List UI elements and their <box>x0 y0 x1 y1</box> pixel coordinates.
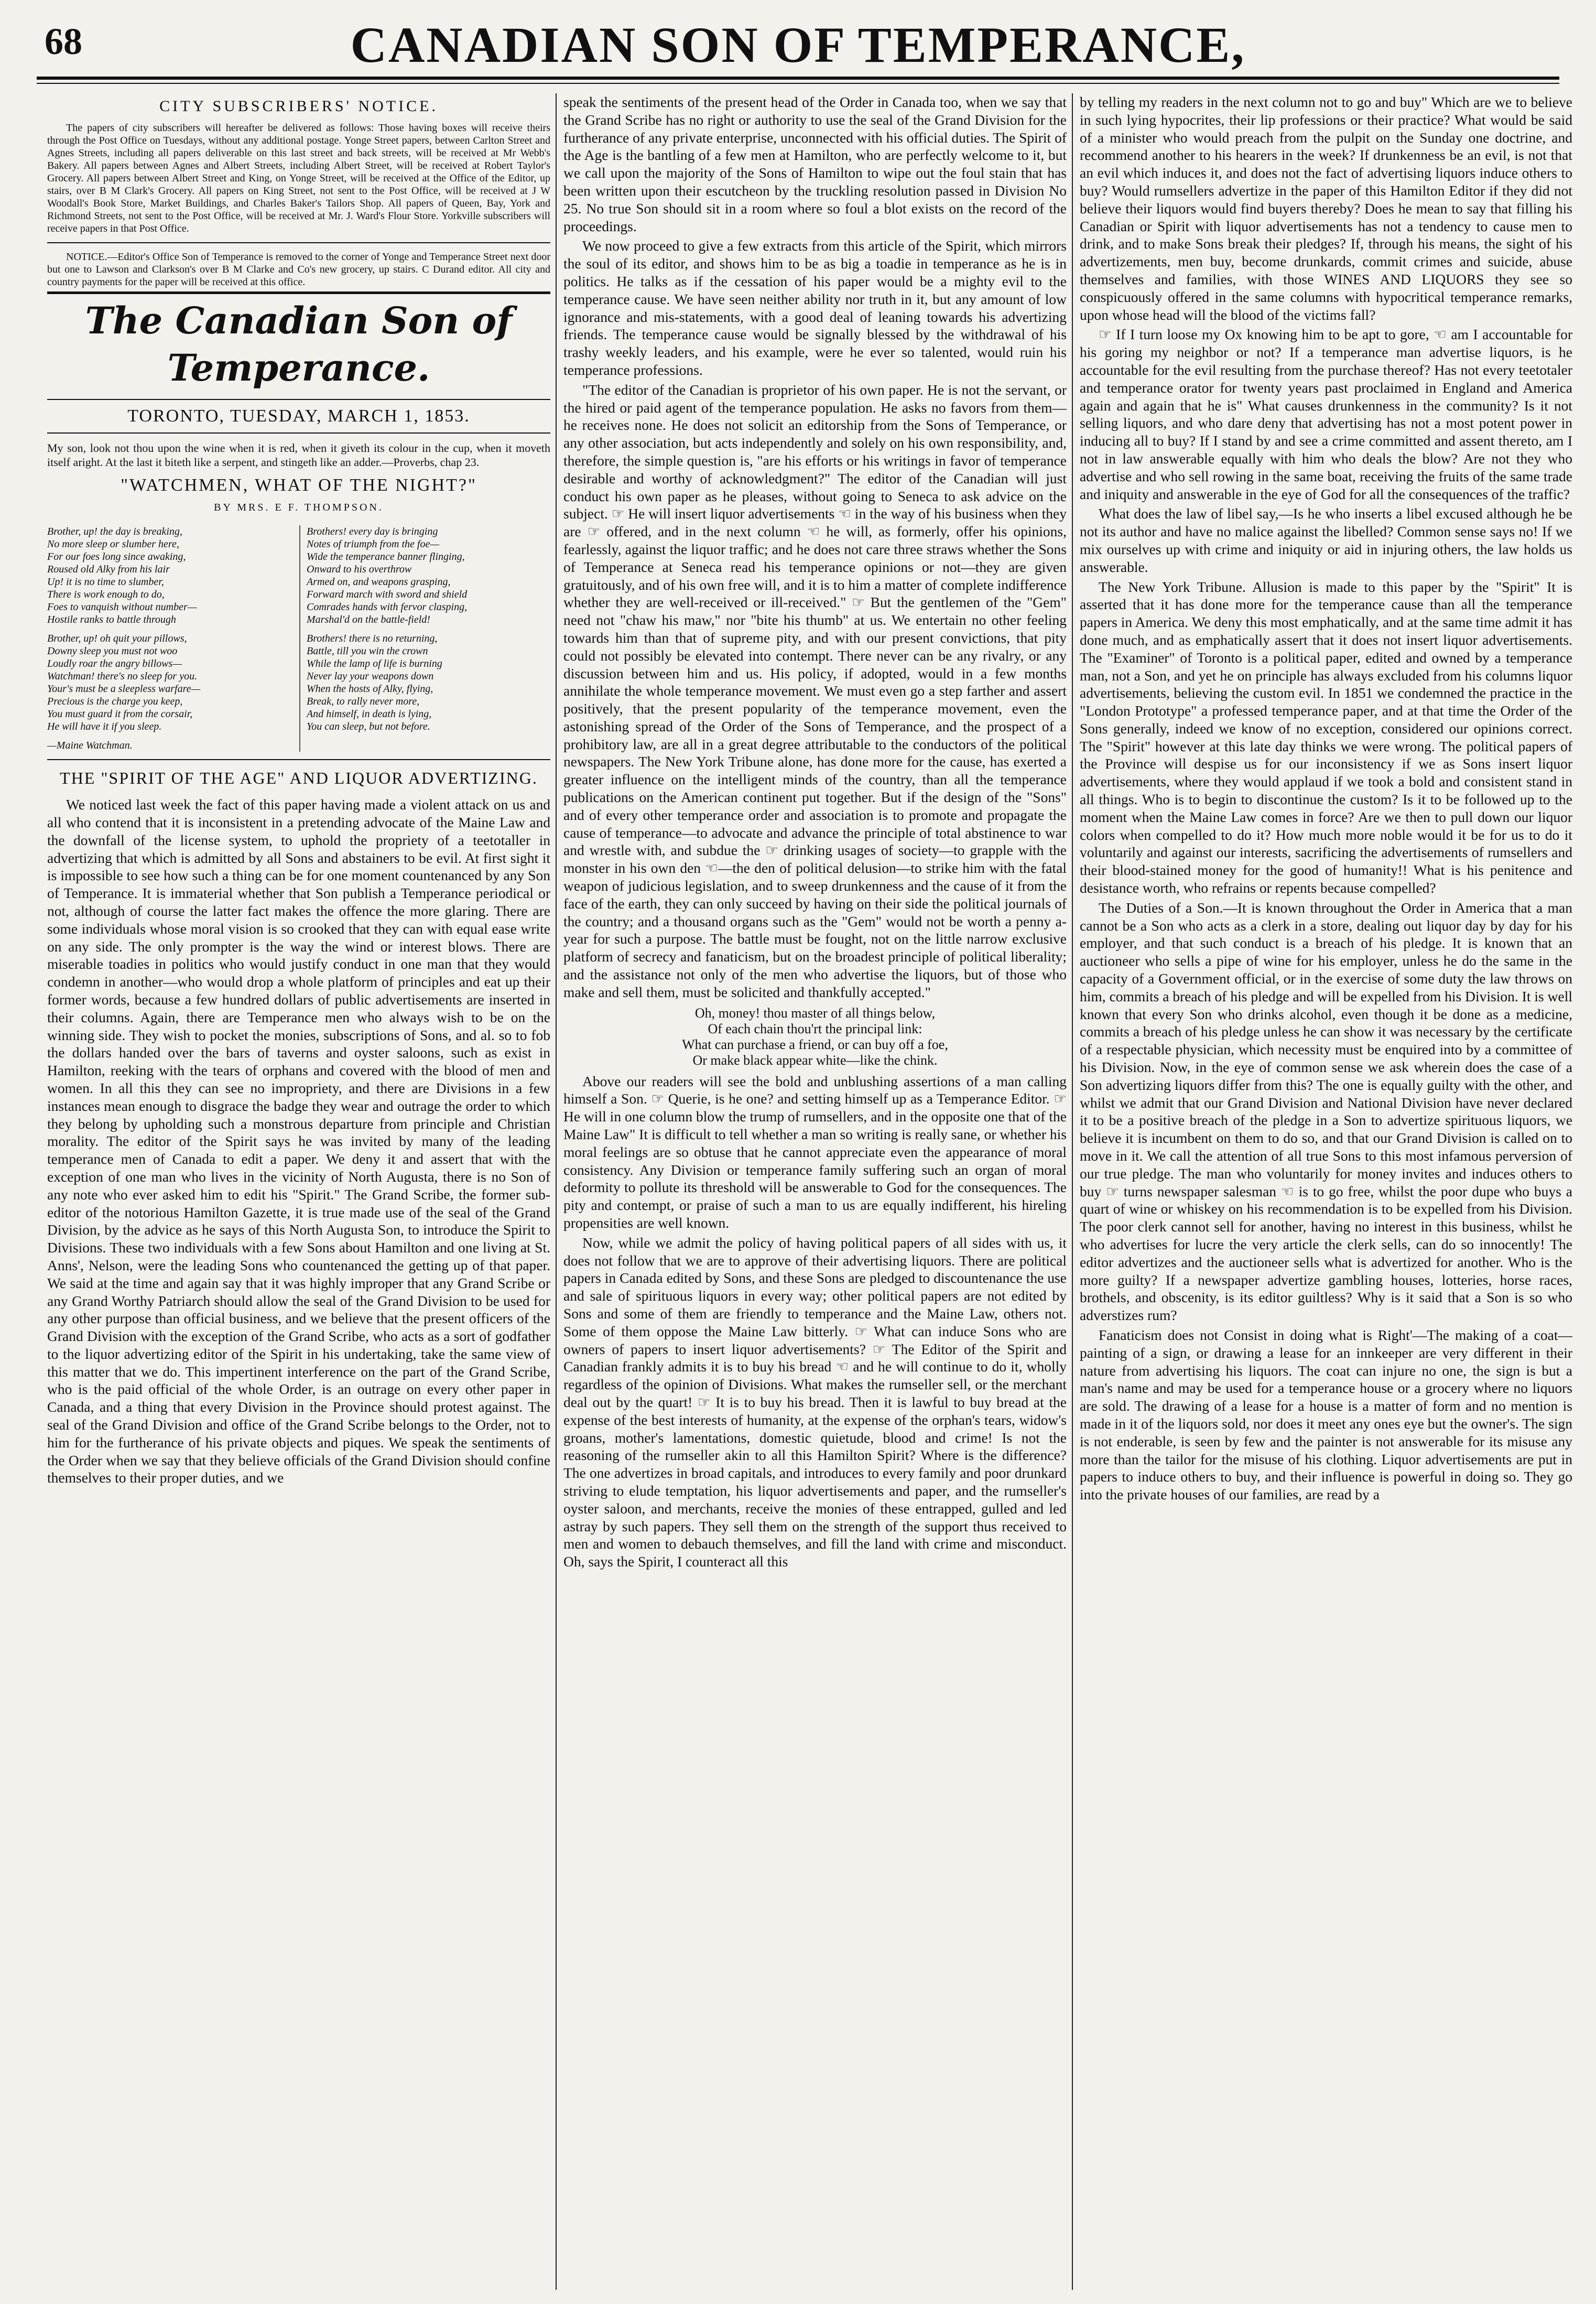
column-1 <box>47 93 550 2290</box>
column-2 <box>563 93 1067 2290</box>
column-3 <box>1080 93 1572 2290</box>
poem-left <box>47 525 291 752</box>
notice-title: CITY SUBSCRIBERS' NOTICE. <box>159 98 438 115</box>
paragraph: The Duties of a Son.—It is known throughout the Order in America that a man cannot be a Son who acts as a clerk in a store, dealing out liquor day by day for his employer, and that such conduct is a breach of his pledge. It is known that an auctioneer who sells a pipe of wine for his employer, unless he do the same in the capacity of a Government official, or in the exercise of some duty the law throws on him, commits a breach of his pledge and will be expelled from his Division. It is well known that every Son who drinks alcohol, even though it be done as a medicine, commits a breach of his pledge unless he can show it was necessary by the certificate of a respectable physician, which necessity must be enquired into by a committee of his Division. Now, in the eye of common sense we ask wherein does the case of a Son advertizing liquors differ from this? The one is equally guilty with the other, and whilst we admit that our Grand Division and National Division have never declared it to be a positive breach of the pledge in a Son to advertize spirituous liquors, we believe it is incumbent on them to do so, and that our Grand Division is called on to move in it. We call the attention of all true Sons to this most infamous perversion of our true pledge. The man who voluntarily for money invites and induces others to buy ☞ turns newspaper salesman ☜ is to go free, whilst the poor dupe who buys a quart of wine or whiskey on his recommendation is to be expelled from his Division. The poor clerk cannot sell for another, having no interest in this business, whilst he who advertises for lucre the very article the clerk sells, can do so innocently! The editor advertizes and the auctioneer sells what is advertized for another. Who is the more guilty? If a newspaper advertize gambling houses, lotteries, horse races, brothels, and obscenity, is its editor guiltless? Why is it said that a Son is so who adverstizes rum? <box>1080 899 1572 1324</box>
divider <box>47 291 550 294</box>
stanza: Brother, up! the day is breaking, No more sleep or slumber here, For our foes long since awaking, Roused old Alky from his lair Up! it is no time to slumber, There is work enough to do, Foes to vanquish without number— Hostile ranks to battle through <box>47 526 197 626</box>
running-head <box>16 9 1580 72</box>
page-number: 68 <box>45 20 82 62</box>
poem-signature: —Maine Watchman. <box>47 740 133 752</box>
paragraph: The New York Tribune. Allusion is made to this paper by the "Spirit" It is asserted that it has done more for the temperance cause than all the temperance papers in America. We deny this most emphatically, and at the same time admit it has done much, and as emphatically assert that it does not insert liquor advertisements. The "Examiner" of Toronto is a political paper, edited and owned by a temperance man, not a Son, and yet he on principle has always excluded from his columns liquor advertisements, believing the custom evil. In 1851 we condemned the practice in the "London Prototype" a professed temperance paper, and at that time the Order of the Sons generally, indeed we know of no exception, considered our opinions correct. The "Spirit" however at this late day thinks we were wrong. The political papers of the Province will despise us for our inconsistency if we as Sons insert liquor advertisements, where they would applaud if we took a bold and consistent stand in all things. Who is to begin to discontinue the custom? Is it to be followed up to the moment when the Maine Law comes in force? Are we then to pull down our liquor colors when compelled to do it? How much more noble would it be for us to do it voluntarily and against our interests, sacrificing the advertisements of rumsellers and their blood-stained money for the good of humanity!! What is his penitence and desistance worth, who refrains or repents because compelled? <box>1080 578 1572 896</box>
poem <box>47 525 550 752</box>
paragraph: speak the sentiments of the present head of the Order in Canada too, when we say that the Grand Scribe has no right or authority to use the seal of the Grand Division for the furtherance of any private enterprise, unconnected with his official duties. The Spirit of the Age is the bantling of a few men at Hamilton, who are perfectly welcome to it, but we call upon the majority of the Sons of Hamilton to wipe out the foul stain that has been written upon their escutcheon by the truckling resolution passed in Division No 25. No true Son should sit in a room where so foul a blot exists on the record of the proceedings. <box>563 94 1067 234</box>
epigraph: My son, look not thou upon the wine when it is red, when it giveth its colour in the cup, when it moveth itself aright. At the last it biteth like a serpent, and stingeth like an adder.—Proverbs, chap 23. <box>47 441 550 469</box>
masthead: The Canadian Son of Temperance. <box>85 298 513 390</box>
newspaper-page <box>16 9 1580 2295</box>
stanza: Brothers! there is no returning, Battle, till you win the crown While the lamp of life is burning Never lay your weapons down When the hosts of Alky, flying, Break, to rally never more, And himself, in death is lying, You can sleep, but not before. <box>307 633 442 733</box>
paragraph: We now proceed to give a few extracts from this article of the Spirit, which mirrors the soul of its editor, and shows him to be as big a toadie in temperance as he is in politics. He talks as if the cessation of his paper would be a mighty evil to the temperance cause. We have seen neither ability nor truth in it, but any amount of low ignorance and mis-statements, with a good deal of leaning towards his advertizing friends. The temperance cause would be signally blessed by the withdrawal of his trashy weekly leaders, and his example, were he ever so talented, would ruin his temperance professions. <box>563 237 1067 378</box>
notice-body: The papers of city subscribers will hereafter be delivered as follows: Those having boxes will receive theirs through the Post Office on Tuesdays, without any additional postage. Yonge Street papers, between Carlton Street and Agnes Streets, including all papers deliverable on this last street and back streets, will be received at Mr Webb's Bakery. All papers between Agnes and Albert Streets, including Albert Street, will be received at Robert Taylor's Grocery. All papers between Albert Street and King, on Yonge Street, will be received at the Office of the Editor, up stairs, over B M Clark's Grocery. All papers on King Street, not sent to the Post Office, will be received at J W Woodall's Book Store, Market Buildings, and Charles Baker's Tailors Shop. All papers of Queen, Bay, York and Richmond Streets, not sent to the Post Office, will be received at Mr. J. Ward's Flour Store. Yorkville subscribers will receive papers in that Post Office. <box>47 122 550 234</box>
poem-byline: BY MRS. E F. THOMPSON. <box>214 502 384 514</box>
poem-right <box>299 525 550 752</box>
stanza: Brother, up! oh quit your pillows, Downy sleep you must not woo Loudly roar the angry billows— Watchman! there's no sleep for you. Your's must be a sleepless warfare— Precious is the charge you keep, You must guard it from the corsair, He will have it if you sleep. <box>47 633 201 733</box>
paragraph: Above our readers will see the bold and unblushing assertions of a man calling himself a Son. ☞ Querie, is he one? and setting himself up as a Temperance Editor. ☞ He will in one column blow the trump of rumsellers, and in the opposite one that of the Maine Law" It is difficult to tell whether a man so writing is really sane, or whether his moral feelings are so obtuse that he cannot appreciate even the appearance of moral consistency. Any Division or temperance family suffering such an organ of moral deformity to pollute its threshold will be answerable to God for the consequences. The pity and contempt, or praise of such a man to us are equally indifferent, his hireling propensities are well known. <box>563 1073 1067 1231</box>
stanza: Brothers! every day is bringing Notes of triumph from the foe— Wide the temperance banner flinging, Onward to his overthrow Armed on, and weapons grasping, Forward march with sword and shield Comrades hands with fervor clasping, Marshal'd on the battle-field! <box>307 526 468 626</box>
divider <box>47 242 550 243</box>
running-title: CANADIAN SON OF TEMPERANCE, <box>350 17 1246 73</box>
paragraph: What does the law of libel say,—Is he who inserts a libel excused although he be not its author and have no malice against the libelled? Common sense says no! If we mix ourselves up with crime and iniquity or aid in injuring others, the law holds us answerable. <box>1080 505 1572 575</box>
article-title: THE "SPIRIT OF THE AGE" AND LIQUOR ADVERTIZING. <box>60 769 538 788</box>
column-divider <box>556 93 557 2290</box>
dateline: TORONTO, TUESDAY, MARCH 1, 1853. <box>127 406 470 426</box>
poem-title: "WATCHMEN, WHAT OF THE NIGHT?" <box>121 475 477 495</box>
divider <box>47 759 550 760</box>
paragraph: We noticed last week the fact of this paper having made a violent attack on us and all who contend that it is inconsistent in a pretending advocate of the Maine Law and the downfall of the license system, to uphold the propriety of a teetotaller in advertizing that which is admitted by all Sons and abstainers to be evil. At first sight it is impossible to see how such a thing can be for one moment countenanced by any Son of Temperance. It is immaterial whether that Son publish a Temperance periodical or not, although of course the latter fact makes the offence the more glaring. There are some individuals whose moral vision is so crooked that they can with equal ease write on any side. The only prompter is the way the wind or interest blows. There are miserable toadies in politics who would justify conduct in one man that they would condemn in another—who would drop a whole platform of principles and eat up their former words, because a few hundred dollars of public advertisements are inserted in their columns. Again, there are Temperance men who always wish to be on the winning side. They wish to pocket the monies, subscriptions of Sons, and al. so to fob the dollars handed over the bars of taverns and oyster saloons, such as exist in Hamilton, reeking with the tears of orphans and covered with the blood of men and women. In all this they can see no impropriety, and there are Divisions in a few instances mean enough to disgrace the badge they wear and outrage the order to which they belong by upholding such a monstrous departure from principle and Christian morality. The editor of the Spirit says he was invited by many of the leading temperance men of Canada to edit a paper. We deny it and assert that with the exception of one man who lives in the vicinity of North Augusta, there is no Son of any note who ever asked him to edit his "Spirit." The Grand Scribe, the former sub-editor of the notorious Hamilton Gazette, it is true made use of the seal of the Grand Division, by the advice as he says of this North Augusta Son, to introduce the Spirit to Divisions. These two individuals with a few Sons about Hamilton and one living at St. Anns', Nelson, were the leading Sons who countenanced the getting up of that paper. We said at the time and again say that it was highly improper that any Grand Scribe or any Grand Worthy Patriarch should allow the seal of the Grand Division to be used for any other purpose than official business, and we believe that the present officers of the Grand Division with the exception of the Grand Scribe, who acts as a sort of godfather to the liquor advertizing editor of the Spirit in his undertaking, take the same view of this matter that we do. This impertinent interference on the part of the Grand Scribe, who is the paid official of the whole Order, is an outrage on every other paper in Canada, and a thing that every Division in the Province should protest against. The seal of the Grand Division and office of the Grand Scribe belongs to the Order, not to him for the furtherance of his private objects and piques. We speak the sentiments of the Order when we say that they believe officials of the Grand Division should confine themselves to their proper duties, and we <box>47 796 550 1486</box>
paragraph: by telling my readers in the next column not to go and buy" Which are we to believe in such lying hypocrites, their lip professions or their practice? What would be said of a minister who would preach from the pulpit on the Sunday one doctrine, and recommend another to his hearers in the week? If drunkenness be an evil, is not that an evil which induces it, and does not the fact of advertising liquors induce others to buy? Would rumsellers advertize in the paper of this Hamilton Editor if they did not believe their liquors would find buyers thereby? Does he mean to say that filling his Canadian or Spirit with liquor advertisements has not a tendency to cause men to drink, and to make Sons break their pledges? If, through his means, the sight of his advertizements, men buy, become drunkards, commit crimes and suicide, abuse themselves and families, with those WINES AND LIQUORS they see so conspicuously offered in the same columns with hypocritical temperance remarks, upon whose head will the blood of the victims fall? <box>1080 94 1572 323</box>
header-rule-thin <box>37 83 1559 84</box>
paragraph: "The editor of the Canadian is proprietor of his own paper. He is not the servant, or the hired or paid agent of the temperance population. He asks no favors from them—he receives none. He does not solicit an editorship from the Sons of Temperance, or any other association, but acts independently and solely on his own responsibility, and, therefore, the simple question is, "are his efforts or his writings in favor of temperance desirable and worthy of acknowledgment?" The editor of the Canadian will just conduct his own paper as he pleases, without going to Seneca to ask advice on the subject. ☞ He will insert liquor advertisements ☜ in the way of his business when they are ☞ offered, and in the next column ☜ he will, as formerly, offer his opinions, fearlessly, against the liquor traffic; and he does not care three straws whether the Sons of Temperance at Seneca read his temperance opinions or not—they are given gratuitously, and of his own free will, and it is to him a matter of complete indifference whether they are well-received or ill-received." ☞ But the gentlemen of the "Gem" need not "chaw his maw," nor "bite his thumb" at us. We entertain no other feeling towards him than that of supreme pity, and with our present convictions, that pity could not possibly be elevated into contempt. There never can be any rivalry, or any discussion between him and us. His policy, if adopted, would in a few months annihilate the whole temperance movement. We must even go a step farther and assert positively, that the present popularity of the temperance movement, even the astonishing spread of the Order of the Sons of Temperance, and the prospect of a prohibitory law, are all in a great degree attributable to the conductors of the political newspapers. The New York Tribune alone, has done more for the cause, has exerted a greater influence on the intelligent minds of the country, than all the temperance publications on the American continent put together. But if the design of the "Sons" and of every other temperance order and association is to promote and propagate the cause of temperance—to advocate and advance the principle of total abstinence to war and wrestle with, and subdue the ☞ drinking usages of society—to grapple with the monster in his own den ☜—the den of political delusion—to strike him with the fatal weapon of judicious legislation, and to sweep drunkenness and the cause of it from the face of the earth, they can only succeed by having on their side the political journals of the country; and a thousand organs such as the "Gem" would not be worth a penny a-year for such a purpose. The battle must be fought, not on the little narrow exclusive platform of secrecy and fanaticism, but on the broadest principle of political liberality; and the assistance not only of the men who advertise the liquors, but of those who make and sell them, must be solicited and thankfully accepted." <box>563 381 1067 1000</box>
divider <box>47 432 550 434</box>
column-divider <box>1072 93 1073 2290</box>
paragraph: Now, while we admit the policy of having political papers of all sides with us, it does not follow that we are to approve of their advertising liquors. There are political papers in Canada edited by Sons, and these Sons are pledged to discountenance the use and sale of spirituous liquors in every way; other political papers are not edited by Sons and some of them are friendly to temperance and the Maine Law, others not. Some of them oppose the Maine Law bitterly. ☞ What can induce Sons who are owners of papers to insert liquor advertisements? ☞ The Editor of the Spirit and Canadian frankly admits it is to buy his bread ☜ and he will continue to do it, wholly regardless of the opinion of Divisions. What makes the rumseller sell, or the merchant deal out by the quart! ☞ It is to buy his bread. Then it is lawful to buy bread at the expense of the best interests of humanity, at the expense of the orphan's tears, widow's groans, mother's lamentations, domestic quietude, blood and crime! Is not the reasoning of the rumseller akin to all this Hamilton Spirit? Where is the difference? The one advertizes in broad capitals, and introduces to every family and poor drunkard striving to elude temptation, his liquor advertisements and paper, and the rumseller's oyster saloon, and merchants, receive the monies of these entrapped, gulled and led astray by such papers. They sell them on the strength of the support thus received to men and women to debauch themselves, and fill the land with crime and misconduct. Oh, says the Spirit, I counteract all this <box>563 1234 1067 1570</box>
header-rule <box>37 77 1559 80</box>
paragraph: Fanaticism does not Consist in doing what is Right'—The making of a coat—painting of a sign, or drawing a lease for an innkeeper are very different in their nature from advertising his liquors. The coat can injure no one, the sign is but a man's name and may be used for a temperance house or a grocery where no liquors are sold. The drawing of a lease for a house is a matter of form and no mention is made in it of the liquors sold, nor does it meet any ones eye but the owner's. The sign is not enderable, is seen by few and the painter is not answerable for its misuse any more than the tailor for the misuse of his clothing. Liquor advertisements are put in papers to induce others to buy, and their influence is powerful in doing so. They go into the private houses of our families, are read by a <box>1080 1326 1572 1503</box>
paragraph: ☞ If I turn loose my Ox knowing him to be apt to gore, ☜ am I accountable for his goring my neighbor or not? If a temperance man advertise liquors, is he accountable for the evil resulting from the purchase thereof? Has not every teetotaler and temperance orator for twenty years past proclaimed in England and America again and again that he is" What causes drunkenness in the community? Is it not selling liquors, and who dare deny that advertising has not a most potent power in inducing all to buy? If I stand by and see a crime committed and assent thereto, am I not in law answerable equally with him who deals the blow? Are not they who advertise and who sell rowing in the same boat, receiving the fruits of the same trade and iniquity and answerable in the eye of God for all the consequences of the traffic? <box>1080 326 1572 502</box>
divider <box>47 399 550 400</box>
editor-notice: NOTICE.—Editor's Office Son of Temperance is removed to the corner of Yonge and Temperance Street next door but one to Lawson and Clarkson's over B M Clarke and Co's new grocery, up stairs. C Durand editor. All city and country payments for the paper will be received at this office. <box>47 251 550 288</box>
verse: Oh, money! thou master of all things below, Of each chain thou'rt the principal link: What can purchase a friend, or can buy off a foe, Or make black appear white—like the chink. <box>682 1005 948 1068</box>
